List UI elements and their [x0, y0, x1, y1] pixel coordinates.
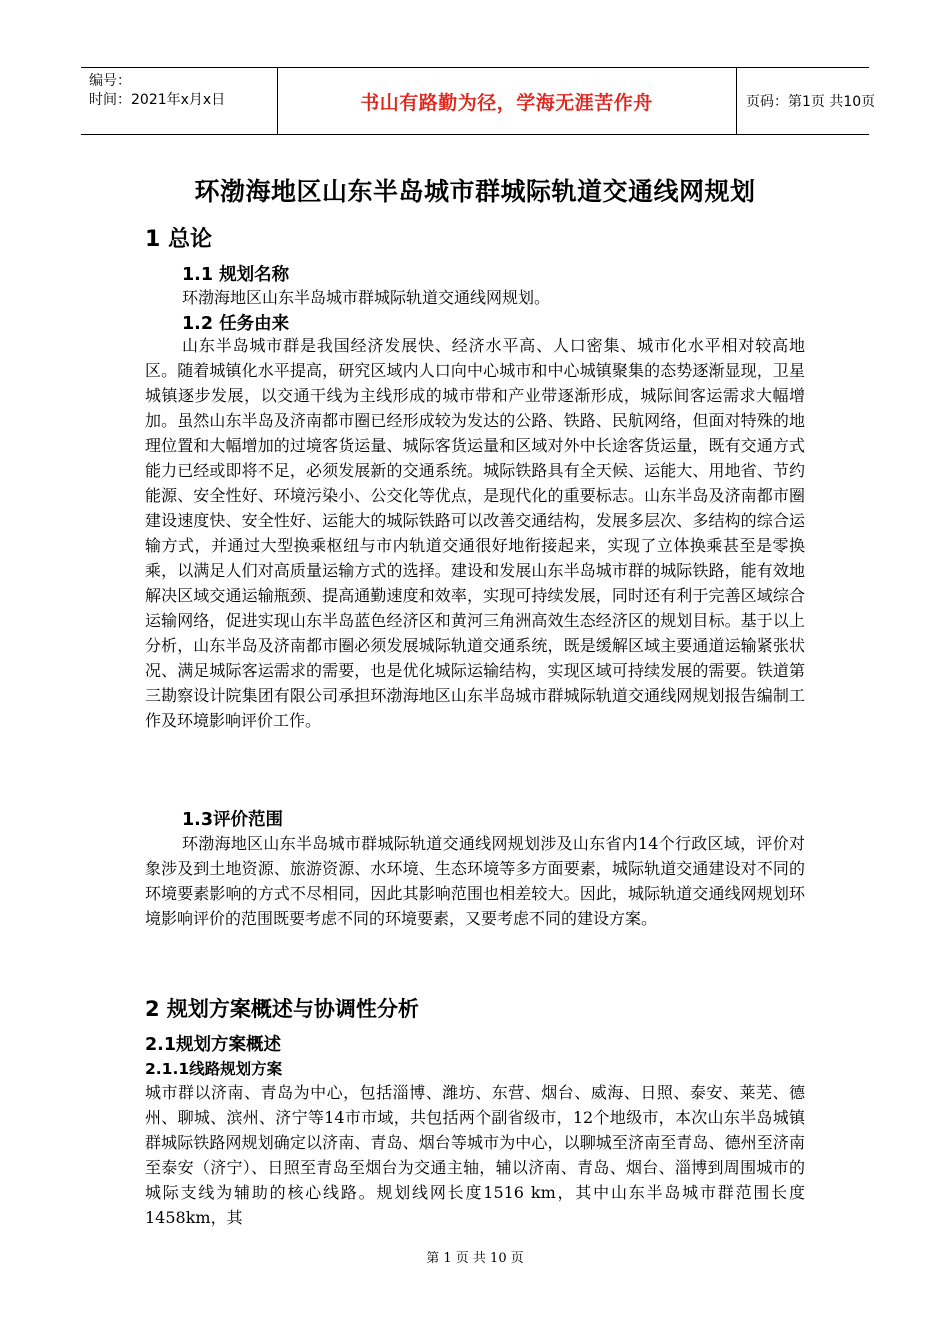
- page-footer: 第 1 页 共 10 页: [426, 1251, 524, 1266]
- section-1-2-text: 山东半岛城市群是我国经济发展快、经济水平高、人口密集、城市化水平相对较高地区。随着城镇化水平提高，研究区域内人口向中心城市和中心城镇聚集的态势逐渐显现，卫星城镇逐步发展，以交通干线为主线形成的城市带和产业带逐渐形成，城际间客运需求大幅增加。虽然山东半岛及济南都市圈已经形成较为发达的公路、铁路、民航网络，但面对特殊的地理位置和大幅增加的过境客货运量、城际客货运量和区域对外中长途客货运量，既有交通方式能力已经或即将不足，必须发展新的交通系统。城际铁路具有全天候、运能大、用地省、节约能源、安全性好、环境污染小、公交化等优点，是现代化的重要标志。山东半岛及济南都市圈建设速度快、安全性好、运能大的城际铁路可以改善交通结构，发展多层次、多结构的综合运输方式，并通过大型换乘枢纽与市内轨道交通很好地衔接起来，实现了立体换乘甚至是零换乘，以满足人们对高质量运输方式的选择。建设和发展山东半岛城市群的城际铁路，能有效地解决区域交通运输瓶颈、提高通勤速度和效率，实现可持续发展，同时还有利于完善区域综合运输网络，促进实现山东半岛蓝色经济区和黄河三角洲高效生态经济区的规划目标。基于以上分析，山东半岛及济南都市圈必须发展城际轨道交通系统，既是缓解区域主要通道运输紧张状况、满足城际客运需求的需要，也是优化城际运输结构，实现区域可持续发展的需要。铁道第三勘察设计院集团有限公司承担环渤海地区山东半岛城市群城际轨道交通线网规划报告编制工作及环境影响评价工作。: [145, 336, 805, 730]
- header-motto-cell: [277, 68, 737, 134]
- document-number-label: 编号：: [89, 73, 131, 89]
- section-1-heading: 1 总论: [145, 227, 212, 252]
- section-1-2-heading: 1.2 任务由来: [182, 314, 290, 334]
- section-1-1-heading: 1.1 规划名称: [182, 265, 290, 285]
- section-1-1-text: 环渤海地区山东半岛城市群城际轨道交通线网规划。: [182, 288, 551, 307]
- section-1-3-text: 环渤海地区山东半岛城市群城际轨道交通线网规划涉及山东省内14个行政区域，评价对象涉及到土地资源、旅游资源、水环境、生态环境等多方面要素，城际轨道交通建设对不同的环境要素影响的方式不尽相同，因此其影响范围也相差较大。因此，城际轨道交通线网规划环境影响评价的范围既要考虑不同的环境要素，又要考虑不同的建设方案。: [145, 834, 805, 928]
- section-2-1-heading: 2.1规划方案概述: [145, 1035, 282, 1055]
- section-2-1-1-text: 城市群以济南、青岛为中心，包括淄博、潍坊、东营、烟台、威海、日照、泰安、莱芜、德州、聊城、滨州、济宁等14市市域，共包括两个副省级市，12个地级市，本次山东半岛城镇群城际铁路网规划确定以济南、青岛、烟台等城市为中心，以聊城至济南至青岛、德州至济南至泰安（济宁）、日照至青岛至烟台为交通主轴，辅以济南、青岛、烟台、淄博到周围城市的城际支线为辅助的核心线路。规划线网长度1516 km，其中山东半岛城市群范围长度1458km，其: [145, 1083, 805, 1227]
- header-meta-cell: [81, 68, 278, 134]
- document-date-label: 时间：2021年x月x日: [89, 92, 226, 108]
- section-1-3-heading: 1.3评价范围: [182, 810, 284, 830]
- header-page-info: 页码：第1页 共10页: [746, 94, 876, 110]
- header-table: [81, 67, 876, 135]
- section-2-1-1-heading: 2.1.1线路规划方案: [145, 1060, 283, 1078]
- document-title: 环渤海地区山东半岛城市群城际轨道交通线网规划: [194, 177, 756, 206]
- section-2-heading: 2 规划方案概述与协调性分析: [145, 997, 419, 1021]
- header-page-cell: [736, 68, 876, 134]
- header-motto: 书山有路勤为径，学海无涯苦作舟: [360, 91, 653, 114]
